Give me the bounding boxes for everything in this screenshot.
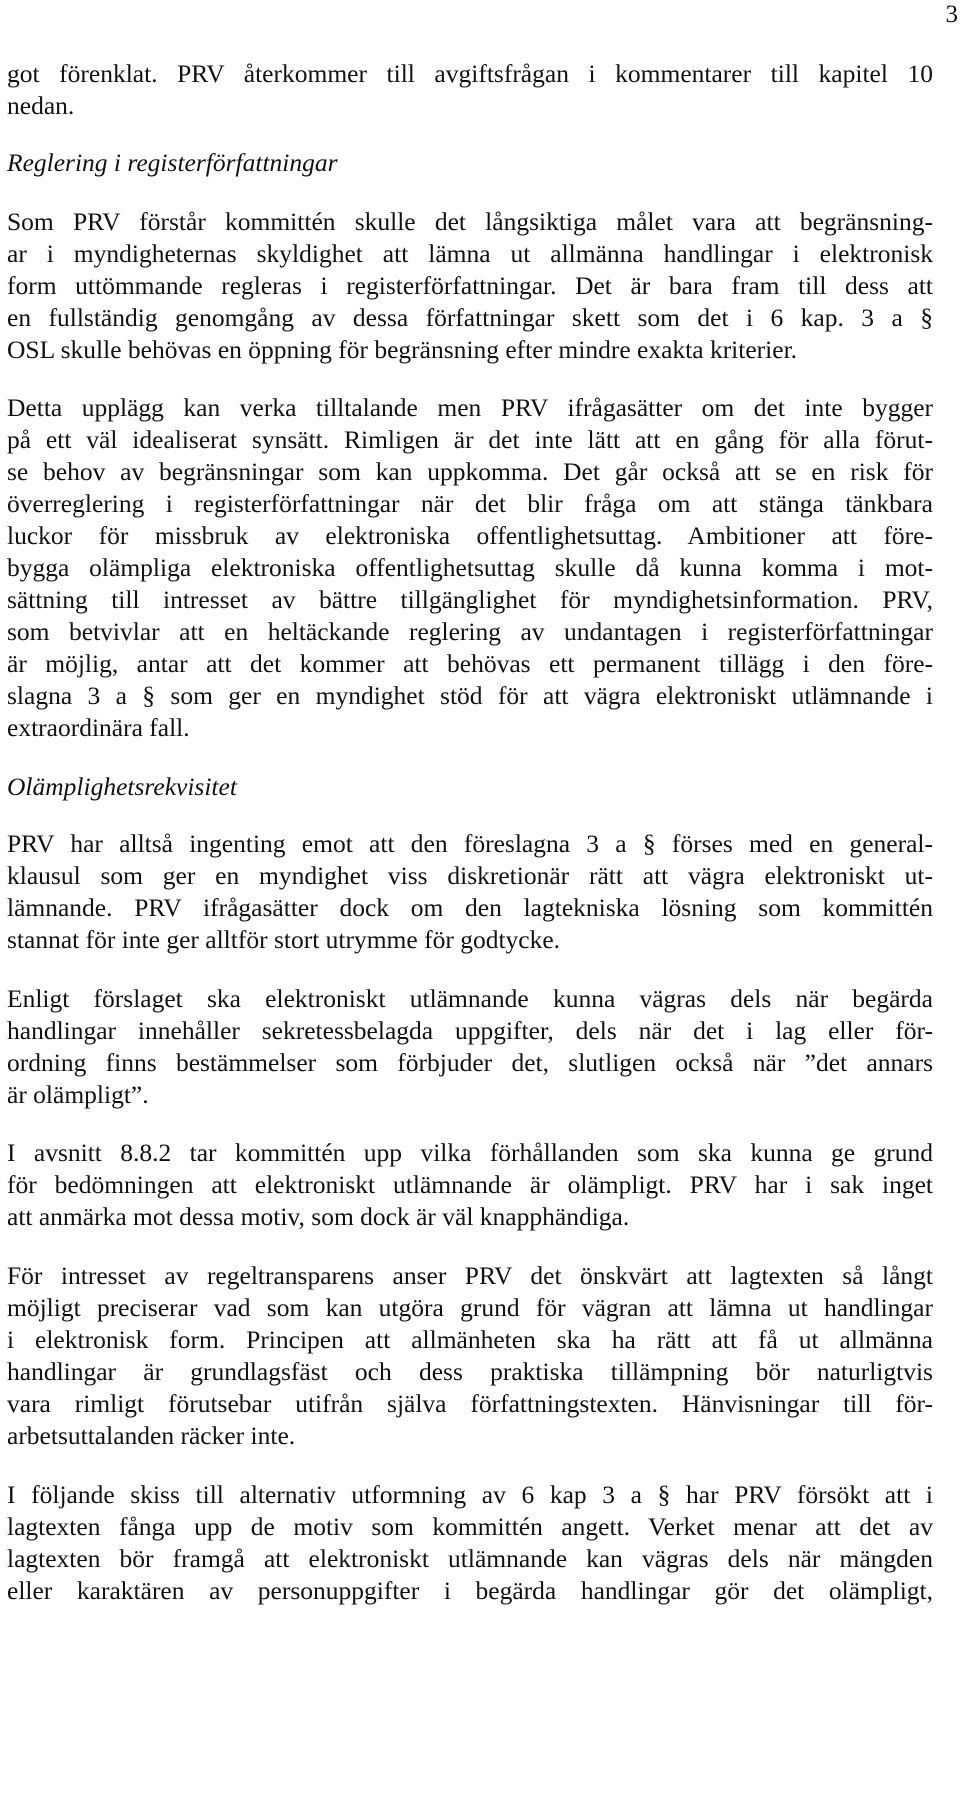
paragraph-line: PRV har alltså ingenting emot att den föreslagna 3 a § förses med en general- (7, 829, 933, 858)
paragraph-line: för bedömningen att elektroniskt utlämnande är olämpligt. PRV har i sak inget (7, 1170, 933, 1199)
paragraph-line: I avsnitt 8.8.2 tar kommittén upp vilka förhållanden som ska kunna ge grund (7, 1138, 933, 1167)
paragraph-line: luckor för missbruk av elektroniska offentlighetsuttag. Ambitioner att före- (7, 521, 933, 550)
paragraph-line: eller karaktären av personuppgifter i begärda handlingar gör det olämpligt, (7, 1576, 933, 1605)
paragraph-line: I följande skiss till alternativ utformning av 6 kap 3 a § har PRV försökt att i (7, 1480, 933, 1509)
paragraph-line: handlingar innehåller sekretessbelagda uppgifter, dels när det i lag eller för- (7, 1016, 933, 1045)
paragraph-line: handlingar är grundlagsfäst och dess praktiska tillämpning bör naturligtvis (7, 1357, 933, 1386)
paragraph-line: Som PRV förstår kommittén skulle det långsiktiga målet vara att begränsning- (7, 207, 933, 236)
paragraph-line: vara rimligt förutsebar utifrån själva författningstexten. Hänvisningar till för- (7, 1389, 933, 1418)
paragraph-line: slagna 3 a § som ger en myndighet stöd för att vägra elektroniskt utlämnande i (7, 681, 933, 710)
paragraph-line: som betvivlar att en heltäckande reglering av undantagen i registerförfattningar (7, 617, 933, 646)
paragraph-line: se behov av begränsningar som kan uppkomma. Det går också att se en risk för (7, 457, 933, 486)
paragraph-line: möjligt preciserar vad som kan utgöra grund för vägran att lämna ut handlingar (7, 1293, 933, 1322)
intro-line: nedan. (7, 91, 75, 120)
paragraph-line: på ett väl idealiserat synsätt. Rimligen är det inte lätt att en gång för alla förut- (7, 425, 933, 454)
paragraph-line: arbetsuttalanden räcker inte. (7, 1421, 296, 1450)
paragraph-line: lagtexten fånga upp de motiv som kommittén angett. Verket menar att det av (7, 1512, 933, 1541)
paragraph-line: lagtexten bör framgå att elektroniskt utlämnande kan vägras dels när mängden (7, 1544, 933, 1573)
paragraph-line: Detta upplägg kan verka tilltalande men PRV ifrågasätter om det inte bygger (7, 393, 933, 422)
paragraph-line: att anmärka mot dessa motiv, som dock är väl knapphändiga. (7, 1202, 630, 1231)
section-heading-reglering: Reglering i registerförfattningar (7, 148, 338, 177)
paragraph-line: klausul som ger en myndighet viss diskretionär rätt att vägra elektroniskt ut- (7, 861, 933, 890)
paragraph-line: Enligt förslaget ska elektroniskt utlämnande kunna vägras dels när begärda (7, 984, 933, 1013)
paragraph-line: är möjlig, antar att det kommer att behövas ett permanent tillägg i den före- (7, 649, 933, 678)
paragraph-line: i elektronisk form. Principen att allmänheten ska ha rätt att få ut allmänna (7, 1325, 933, 1354)
paragraph-line: en fullständig genomgång av dessa författningar skett som det i 6 kap. 3 a § (7, 303, 933, 332)
section-heading-olamplighetsrekvisitet: Olämplighetsrekvisitet (7, 772, 237, 801)
paragraph-line: sättning till intresset av bättre tillgänglighet för myndighetsinformation. PRV, (7, 585, 933, 614)
page-number: 3 (945, 1, 958, 28)
paragraph-line: extraordinära fall. (7, 713, 190, 742)
paragraph-line: överreglering i registerförfattningar när det blir fråga om att stänga tänkbara (7, 489, 933, 518)
paragraph-line: ordning finns bestämmelser som förbjuder det, slutligen också när ”det annars (7, 1048, 933, 1077)
intro-line: got förenklat. PRV återkommer till avgiftsfrågan i kommentarer till kapitel 10 (7, 59, 933, 88)
paragraph-line: form uttömmande regleras i registerförfattningar. Det är bara fram till dess att (7, 271, 933, 300)
paragraph-line: lämnande. PRV ifrågasätter dock om den lagtekniska lösning som kommittén (7, 893, 933, 922)
paragraph-line: OSL skulle behövas en öppning för begränsning efter mindre exakta kriterier. (7, 335, 798, 364)
paragraph-line: är olämpligt”. (7, 1080, 149, 1109)
paragraph-line: stannat för inte ger alltför stort utrymme för godtycke. (7, 925, 561, 954)
paragraph-line: ar i myndigheternas skyldighet att lämna ut allmänna handlingar i elektronisk (7, 239, 933, 268)
paragraph-line: För intresset av regeltransparens anser PRV det önskvärt att lagtexten så långt (7, 1261, 933, 1290)
paragraph-line: bygga olämpliga elektroniska offentlighetsuttag skulle då kunna komma i mot- (7, 553, 933, 582)
